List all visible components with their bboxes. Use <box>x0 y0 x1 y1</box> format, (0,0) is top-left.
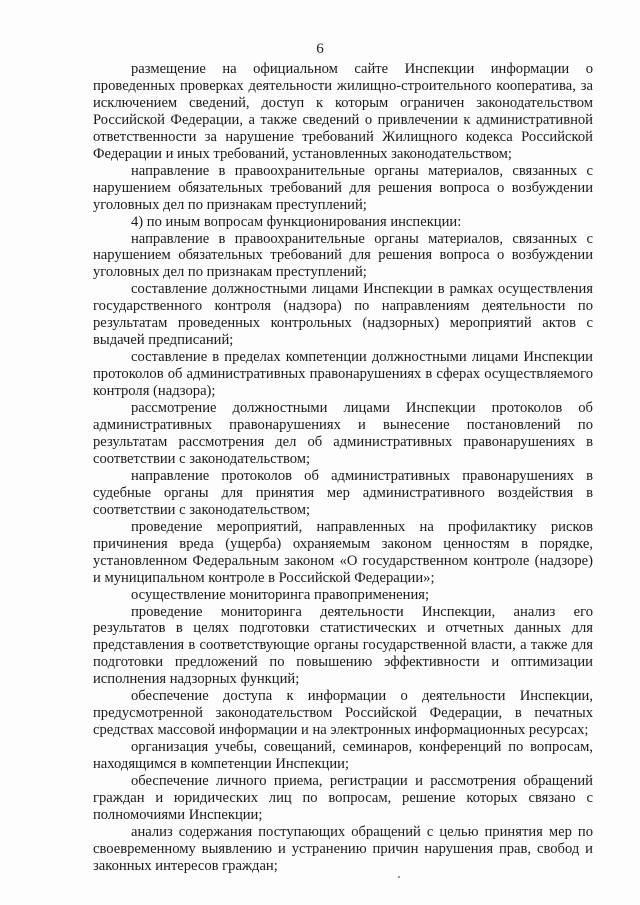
paragraph-3: 4) по иным вопросам функционирования инспекции: <box>131 213 462 230</box>
paragraph-6: составление в пределах компетенции должностными лицами Инспекции протоколов об административных правонарушениях в сферах осуществляемого контроля (надзора); <box>93 349 593 400</box>
paragraph-10: осуществление мониторинга правоприменения; <box>131 586 430 603</box>
paragraph-15: анализ содержания поступающих обращений с целью принятия мер по своевременному выявлению и устранению причин нарушения прав, свобод и законных интересов граждан; <box>93 823 593 874</box>
paragraph-7: рассмотрение должностными лицами Инспекции протоколов об административных правонарушениях и вынесение постановлений по результатам рассмотрения дел об административных правонарушениях в соответствии с законодательством; <box>93 400 593 467</box>
paragraph-8: направление протоколов об административных правонарушениях в судебные органы для принятия мер административного воздействия в соответствии с законодательством; <box>93 467 593 518</box>
paragraph-12: обеспечение доступа к информации о деятельности Инспекции, предусмотренной законодательством Российской Федерации, в печатных средствах массовой информации и на электронных информационных ресурсах; <box>93 688 593 739</box>
paragraph-2: направление в правоохранительные органы материалов, связанных с нарушением обязательных требований для решения вопроса о возбуждении уголовных дел по признакам преступлений; <box>93 162 593 213</box>
paragraph-5: составление должностными лицами Инспекции в рамках осуществления государственного контроля (надзора) по направлениям деятельности по результатам проведенных контрольных (надзорных) мероприятий актов с выдачей предписаний; <box>93 281 593 349</box>
paragraph-14: обеспечение личного приема, регистрации и рассмотрения обращений граждан и юридических лиц по вопросам, решение которых связано с полномочиями Инспекции; <box>93 773 593 823</box>
paragraph-9: проведение мероприятий, направленных на профилактику рисков причинения вреда (ущерба) охраняемым законом ценностям в порядке, установленном Федеральным законом «О государственном контроле (надзоре) и муниципальном контроле в Российской Федерации»; <box>93 518 593 586</box>
paragraph-13: организация учебы, совещаний, семинаров, конференций по вопросам, находящимся в компетенции Инспекции; <box>93 739 593 773</box>
paragraph-11: проведение мониторинга деятельности Инспекции, анализ его результатов в целях подготовки статистических и отчетных данных для представления в соответствующие органы государственной власти, а также для подготовки предложений по повышению эффективности и оптимизации исполнения надзорных функций; <box>93 603 593 688</box>
paragraph-4: направление в правоохранительные органы материалов, связанных с нарушением обязательных требований для решения вопроса о возбуждении уголовных дел по признакам преступлений; <box>93 230 593 281</box>
body-text <box>93 61 593 875</box>
page-number: 6 <box>316 41 324 57</box>
scan-speck <box>398 876 400 878</box>
paragraph-1: размещение на официальном сайте Инспекции информации о проведенных проверках деятельности жилищно-строительного кооператива, за исключением сведений, доступ к которым ограничен законодательством Российской Федерации, а также сведений о привлечении к административной ответственности за нарушение требований Жилищного кодекса Российской Федерации и иных требований, установленных законодательством; <box>93 61 593 162</box>
